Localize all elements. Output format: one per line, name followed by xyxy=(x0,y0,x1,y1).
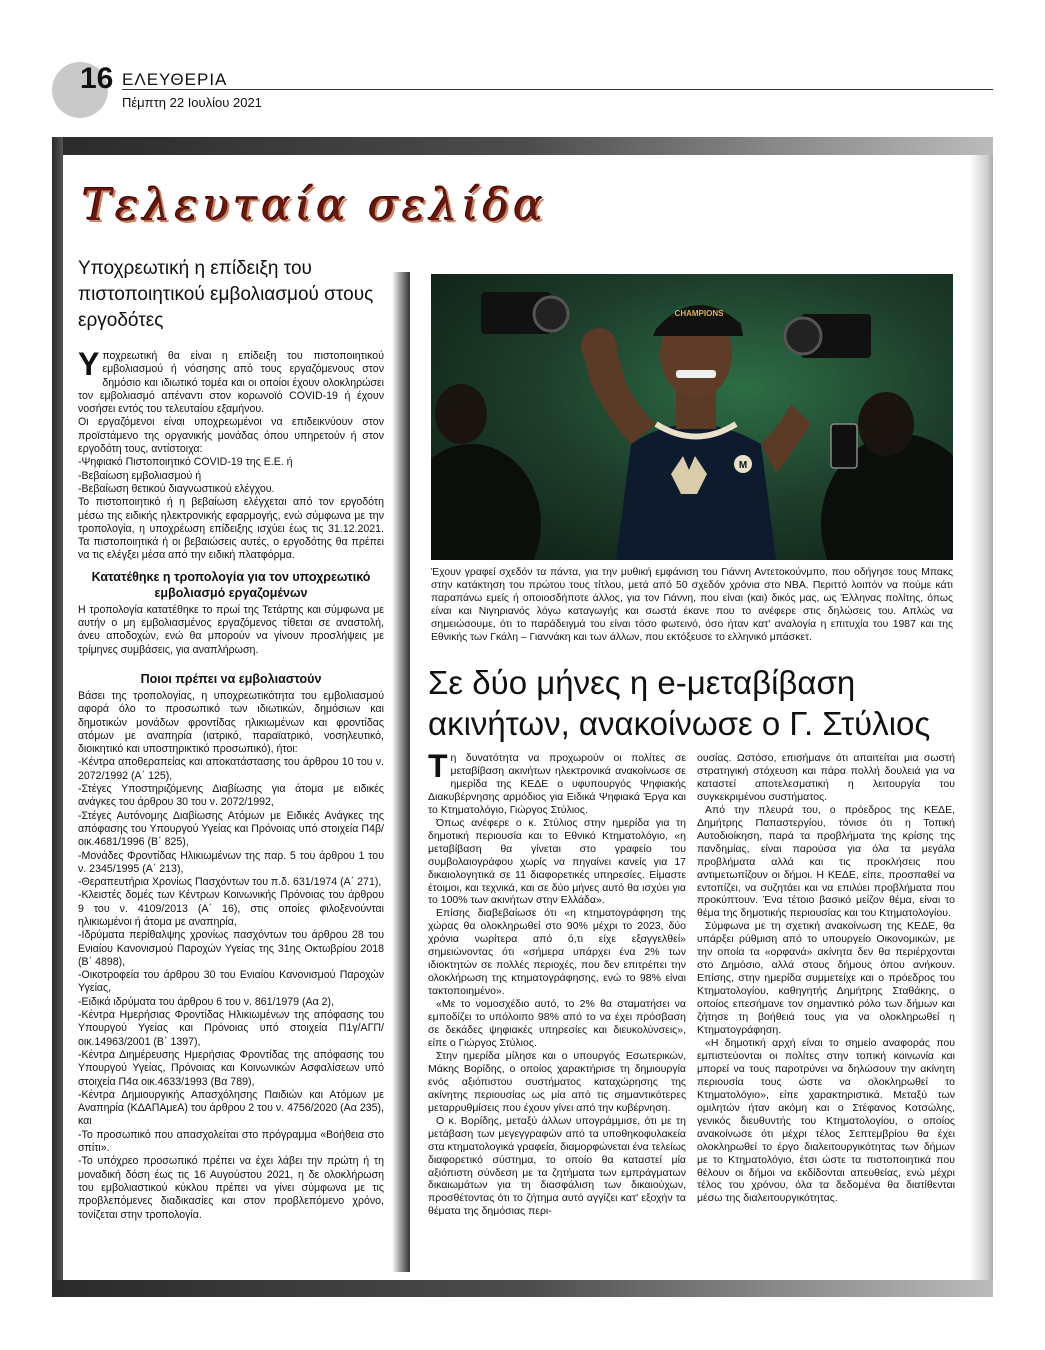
paragraph: Το πιστοποιητικό ή η βεβαίωση ελέγχεται από τον εργοδότη μέσω της ειδικής ηλεκτρονικής εφαρμογής, ενώ σύμφωνα με την τροπολογία, η υποχρέωση επίδειξης ισχύει έως τις 31.12.2021. Τα πιστοποιητικά ή οι βεβαιώσεις αυτές, ο εργοδότης θα πρέπει να τις ελέγξει μέσα από την ειδική πλατφόρμα. xyxy=(78,496,384,562)
paragraph: Οι εργαζόμενοι είναι υποχρεωμένοι να επιδεικνύουν στον προϊστάμενο της οργανικής μονάδας όπου υπηρετούν ή στον εργοδότη τους, αντίστοιχα: xyxy=(78,416,384,456)
newspaper-name: ΕΛΕΥΘΕΡΙΑ xyxy=(122,70,228,89)
main-article-column-2 xyxy=(697,752,955,1205)
left-subhead-1: Κατατέθηκε η τροπολογία για τον υποχρεωτικό εμβολιασμό εργαζομένων xyxy=(91,569,371,600)
paragraph: -Βεβαίωση εμβολιασμού ή xyxy=(78,469,202,482)
paragraph: -Ειδικά ιδρύματα του άρθρου 6 του ν. 861/1979 (Αα 2), xyxy=(78,995,335,1008)
main-article-column-1 xyxy=(428,748,686,1218)
paragraph: -Ιδρύματα περίθαλψης χρονίως πασχόντων του άρθρου 28 του Ενιαίου Κανονισμού Παροχών Υγείας της 31ης Οκτωβρίου 2018 (Β΄ 4898), xyxy=(78,929,384,968)
page-number: 16 xyxy=(80,62,114,95)
header-rule xyxy=(122,89,993,90)
paragraph: -Το προσωπικό που απασχολείται στο πρόγραμμα «Βοήθεια στο σπίτι». xyxy=(78,1128,384,1155)
frame-bottom-bar xyxy=(52,1280,993,1297)
frame-left-bar xyxy=(52,137,63,1297)
paragraph: Επίσης διαβεβαίωσε ότι «η κτηματογράφηση της χώρας θα ολοκληρωθεί στο 90% μέχρι το 2023, δύο χρόνια νωρίτερα από ό,τι είχε εξαγγελθεί» σημειώνοντας ότι «σήμερα υπάρχει ένα 2% των ιδιοκτητών σε πολλές περιοχές, που δεν επιτρέπει την ολοκλήρωση της κτηματογράφησης, ενώ το 98% είναι τακτοποιημένο». xyxy=(428,907,686,998)
intro-text: ποχρεωτική θα είναι η επίδειξη του πιστοποιητικού εμβολιασμού ή νόσησης από τους εργαζόμενους στον δημόσιο και ιδιωτικό τομέα και οι οποίοι έχουν ολοκληρώσει τον εμβολιασμό απέναντι στον κορωνοϊό COVID-19 ή έχουν νοσήσει εντός του τελευταίου εξαμήνου. xyxy=(78,350,384,416)
paragraph: -Κέντρα αποθεραπείας και αποκατάστασης του άρθρου 10 του ν. 2072/1992 (Α΄ 125), xyxy=(78,756,384,782)
section-title: Τελευταία σελίδα xyxy=(82,180,548,231)
left-article-headline: Υποχρεωτική η επίδειξη του πιστοποιητικού εμβολιασμού στους εργοδότες xyxy=(78,258,374,331)
paragraph: ουσίας. Ωστόσο, επισήμανε ότι απαιτείται μια σωστή στρατηγική στόχευση και πάρα πολλή δουλειά για να καταστεί αποτελεσματική η λειτουργία του συγκεκριμένου συστήματος. xyxy=(697,752,955,803)
paragraph: Βάσει της τροπολογίας, η υποχρεωτικότητα του εμβολιασμού αφορά όλο το προσωπικό των ιδιωτικών, δημόσιων και δημοτικών μονάδων φροντίδας ηλικιωμένων και φροντίδας ατόμων με αναπηρία (ιατρικό, παραϊατρικό, νοσηλευτικό, διοικητικό και υποστηρικτικό προσωπικό), ήτοι: xyxy=(78,689,384,756)
frame-top-bar xyxy=(52,137,993,155)
lead-text: η δυνατότητα να προχωρούν οι πολίτες σε μεταβίβαση ακινήτων ηλεκτρονικά ανακοίνωσε σε ημερίδα της ΚΕΔΕ ο υφυπουργός Ψηφιακής Διακυβέρνησης αρμόδιος για Ειδικά Ψηφιακά Έργα και το Κτηματολόγιο, Γιώργος Στύλιος. xyxy=(428,752,686,816)
paragraph: Η τροπολογία κατατέθηκε το πρωί της Τετάρτης και σύμφωνα με αυτήν ο μη εμβολιασμένος εργαζόμενος τίθεται σε αναστολή, άνευ αποδοχών, ενώ θα μπορούν να γίνουν προσλήψεις με τρίμηνες συμβάσεις, για αναπλήρωση. xyxy=(78,603,384,656)
paragraph: Ο κ. Βορίδης, μεταξύ άλλων υπογράμμισε, ότι με τη μετάβαση των μεγεγγραφών από τα υποθηκοφυλακεία στα κτηματολογικά γραφεία, διαμορφώνεται ένα τελείως διαφορετικό σύστημα, το οποίο θα καταστεί μία αξιόπιστη σύνδεση με τα ζητήματα των εμπράγματων δικαιωμάτων για τη διασφάλιση των δικαιούχων, προσθέτοντας ότι το ζήτημα αυτό αγγίζει κατ' εξοχήν τα θέματα της δημόσιας περι- xyxy=(428,1114,686,1218)
paragraph: -Βεβαίωση θετικού διαγνωστικού ελέγχου. xyxy=(78,482,275,495)
paragraph: Σύμφωνα με τη σχετική ανακοίνωση της ΚΕΔΕ, θα υπάρξει ρύθμιση από το υπουργείο Οικονομικών, με την οποία τα «ορφανά» ακίνητα δεν θα περιέρχονται στο Δημόσιο, αλλά στους δήμους όπου ανήκουν. Επίσης, στην ημερίδα συμμετείχε και ο πρόεδρος του Κτηματολογίου, καθηγητής Δημήτρης Σταθάκης, ο οποίος επεσήμανε τον σημαντικό ρόλο των δήμων και ζήτησε τη βοήθειά τους για να ολοκληρωθεί η Κτηματογράφηση. xyxy=(697,920,955,1037)
paragraph: «Με το νομοσχέδιο αυτό, το 2% θα σταματήσει να εμποδίζει το υπόλοιπο 98% από το να έχει πρόσβαση σε δεκάδες ψηφιακές υπηρεσίες και διευκολύνσεις», είπε ο Γιώργος Στύλιος. xyxy=(428,998,686,1049)
paragraph: -Οικοτροφεία του άρθρου 30 του Ενιαίου Κανονισμού Παροχών Υγείας, xyxy=(78,969,384,995)
issue-date: Πέμπτη 22 Ιουλίου 2021 xyxy=(122,95,262,110)
paragraph: -Στέγες Υποστηριζόμενης Διαβίωσης για άτομα με ειδικές ανάγκες του άρθρου 30 του ν. 2072/1992, xyxy=(78,783,384,809)
paragraph: «Η δημοτική αρχή είναι το σημείο αναφοράς που εμπιστεύονται οι πολίτες στην τοπική κοινωνία και μπορεί να τους παροτρύνει να δηλώσουν την ακίνητη περιουσία τους ώστε να ολοκληρωθεί το Κτηματολόγιο», είπε χαρακτηριστικά. Μεταξύ των ομιλητών ήταν ακόμη και ο Στέφανος Κοτσώλης, γενικός διευθυντής του Κτηματολογίου, ο οποίος ανακοίνωσε ότι μέχρι τέλος Σεπτεμβρίου θα έχει ολοκληρωθεί το έργο διαλειτουργικότητας των δήμων με το Κτηματολόγιο, έτσι ώστε τα πιστοποιητικά που θέλουν οι δήμοι να εκδίδονται απευθείας, ενώ μέχρι τέλος του χρόνου, όλα τα δεδομένα θα διατίθενται μέσω της διαλειτουργικότητας. xyxy=(697,1036,955,1205)
paragraph: -Κέντρα Διημέρευσης Ημερήσιας Φροντίδας της απόφασης του Υπουργού Υγείας, Πρόνοιας και Κοινωνικών Ασφαλίσεων υπό στοιχεία Π4α οικ.4633/1993 (Βα 789), xyxy=(78,1048,384,1088)
paragraph: Από την πλευρά του, ο πρόεδρος της ΚΕΔΕ, Δημήτρης Παπαστεργίου, τόνισε ότι η Τοπική Αυτοδιοίκηση, παρά τα προβλήματα της κρίσης της πανδημίας, είναι παρούσα για όλα τα μεγάλα προβλήματα αλλά και τις προκλήσεις που αντιμετωπίζουν οι δήμοι. Η ΚΕΔΕ, είπε, προσπαθεί να εντοπίζει, να συζητάει και να επιλύει προβλήματα που προκύπτουν. Ένα τέτοιο βασικό μείζον θέμα, είναι το θέμα της δημοτικής περιουσίας και του Κτηματολογίου. xyxy=(697,803,955,920)
paragraph: -Θεραπευτήρια Χρονίως Πασχόντων του π.δ. 631/1974 (Α΄ 271), xyxy=(78,876,382,889)
paragraph: Όπως ανέφερε ο κ. Στύλιος στην ημερίδα για τη δημοτική περιουσία και το Εθνικό Κτηματολόγιο, «η μεταβίβαση θα γίνεται στο γραφείο του συμβολαιογράφου χωρίς να πηγαίνει κανείς για 17 δικαιολογητικά σε 11 διαφορετικές υπηρεσίες. Είμαστε έτοιμοι, και τεχνικά, και σε δύο μήνες αυτό θα ισχύει για το 100% των ακινήτων στην Ελλάδα». xyxy=(428,816,686,907)
news-photo xyxy=(431,274,953,560)
left-article-intro xyxy=(78,346,384,416)
paragraph: -Κέντρα Δημιουργικής Απασχόλησης Παιδιών και Ατόμων με Αναπηρία (ΚΔΑΠΑμεΑ) του άρθρου 2 του ν. 4756/2020 (Αα 235), και xyxy=(78,1088,384,1128)
paragraph: -Το υπόχρεο προσωπικό πρέπει να έχει λάβει την πρώτη ή τη μοναδική δόση έως τις 16 Αυγούστου 2021, η δε ολοκλήρωση του εμβολιαστικού κύκλου πρέπει να γίνει σύμφωνα με τις προβλεπόμενες διαδικασίες και στον προβλεπόμενο χρόνο, τονίζεται στην τροπολογία. xyxy=(78,1155,384,1221)
photo-illustration xyxy=(431,274,953,560)
left-subhead-2: Ποιοι πρέπει να εμβολιαστούν xyxy=(140,671,322,686)
paragraph xyxy=(428,748,686,817)
drop-cap: Τ xyxy=(428,748,448,784)
paragraph: -Ψηφιακό Πιστοποιητικό COVID-19 της Ε.Ε. ή xyxy=(78,456,293,469)
paragraph: -Κλειστές δομές των Κέντρων Κοινωνικής Πρόνοιας του άρθρου 9 του ν. 4109/2013 (Α΄ 16), στις οποίες φιλοξενούνται ηλικιωμένοι ή άτομα με αναπηρία, xyxy=(78,889,384,928)
paragraph: Στην ημερίδα μίλησε και ο υπουργός Εσωτερικών, Μάκης Βορίδης, ο οποίος χαρακτήρισε τη δημιουργία ενός αξιόπιστου συστήματος καταχώρησης της ακίνητης περιουσίας ως μία από τις σημαντικότερες μεταρρυθμίσεις που έχουν γίνει από την κυβέρνηση. xyxy=(428,1049,686,1114)
column-divider xyxy=(392,272,410,1272)
drop-cap: Υ xyxy=(78,346,100,382)
cap-text: CHAMPIONS xyxy=(674,309,724,318)
paragraph: -Στέγες Αυτόνομης Διαβίωσης Ατόμων με Ειδικές Ανάγκες της απόφασης του Υπουργού Υγείας και Πρόνοιας υπό στοιχεία Π4β/οικ.4681/1996 (Β΄ 825), xyxy=(78,809,384,849)
frame-right-bar xyxy=(971,155,993,1297)
jersey-logo: M xyxy=(738,460,748,471)
photo-caption: Έχουν γραφεί σχεδόν τα πάντα, για την μυθική εμφάνιση του Γιάννη Αντετοκούνμπο, που οδήγησε τους Μπακς στην κατάκτηση του πρώτου τους τίτλου, μετά από 50 σχεδόν χρόνια στο NBA. Περιττό λοιπόν να πούμε κάτι παραπάνω εμείς ή οποιοσδήποτε άλλος, για τον Γιάννη, που είναι (και) δικός μας, ως Έλληνας πολίτης, όπως είναι και Νιγηριανός λόγω καταγωγής και σωστά έκανε που το ανέφερε στις δηλώσεις του. Απλώς να σημειώσουμε, ότι το παράδειγμά του είναι τόσο φωτεινό, όσο ήταν κατ' αναλογία η επιτυχία του 1987 και της Εθνικής των Γκάλη – Γιαννάκη και των άλλων, που εκτόξευσε το ελληνικό μπάσκετ. xyxy=(431,567,953,643)
paragraph: -Κέντρα Ημερήσιας Φροντίδας Ηλικιωμένων της απόφασης του Υπουργού Υγείας και Πρόνοιας υπό στοιχεία Π1γ/ΑΓΠ/οικ.14963/2001 (Β΄ 1397), xyxy=(78,1009,384,1048)
paragraph: -Μονάδες Φροντίδας Ηλικιωμένων της παρ. 5 του άρθρου 1 του ν. 2345/1995 (Α΄ 213), xyxy=(78,849,384,875)
main-article-headline: Σε δύο μήνες η e-μεταβίβαση ακινήτων, ανακοίνωσε ο Γ. Στύλιος xyxy=(428,664,931,742)
left-article xyxy=(78,256,384,1222)
